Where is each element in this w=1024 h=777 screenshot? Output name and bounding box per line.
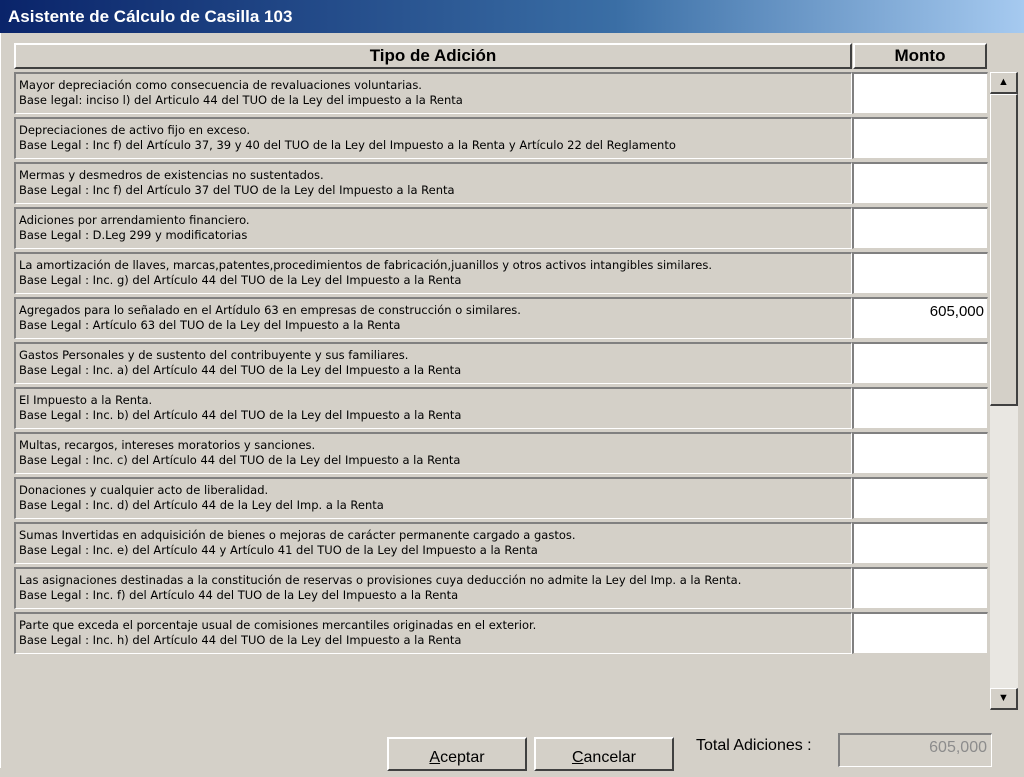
row-description xyxy=(14,522,852,564)
table-row xyxy=(14,567,988,610)
row-legal-basis: Base Legal : Inc f) del Artículo 37, 39 y 40 del TUO de la Ley del Impuesto a la Renta y Artículo 22 del Reglamento xyxy=(19,138,676,152)
row-description xyxy=(14,612,852,654)
table-row xyxy=(14,297,988,340)
row-description xyxy=(14,72,852,114)
monto-input[interactable] xyxy=(852,252,988,294)
row-description xyxy=(14,207,852,249)
row-title: El Impuesto a la Renta. xyxy=(19,393,153,407)
scroll-thumb[interactable] xyxy=(990,94,1018,406)
scroll-up-icon[interactable]: ▲ xyxy=(990,72,1018,94)
row-legal-basis: Base Legal : Artículo 63 del TUO de la Ley del Impuesto a la Renta xyxy=(19,318,401,332)
row-description xyxy=(14,477,852,519)
total-additions-label: Total Adiciones : xyxy=(696,737,812,754)
row-legal-basis: Base Legal : Inc. g) del Artículo 44 del TUO de la Ley del Impuesto a la Renta xyxy=(19,273,462,287)
column-header-monto: Monto xyxy=(853,43,987,69)
table-row xyxy=(14,387,988,430)
monto-input[interactable] xyxy=(852,207,988,249)
window-border xyxy=(0,33,6,768)
row-description xyxy=(14,387,852,429)
monto-input[interactable] xyxy=(852,432,988,474)
monto-input[interactable] xyxy=(852,162,988,204)
cancel-button[interactable]: Cancelar xyxy=(534,737,674,771)
monto-input[interactable] xyxy=(852,72,988,114)
row-legal-basis: Base Legal : Inc. h) del Artículo 44 del TUO de la Ley del Impuesto a la Renta xyxy=(19,633,462,647)
table-row xyxy=(14,207,988,250)
column-header-tipo: Tipo de Adición xyxy=(14,43,852,69)
row-description xyxy=(14,252,852,294)
row-legal-basis: Base Legal : Inc f) del Artículo 37 del TUO de la Ley del Impuesto a la Renta xyxy=(19,183,455,197)
table-row xyxy=(14,72,988,115)
row-title: Mermas y desmedros de existencias no sustentados. xyxy=(19,168,324,182)
table-row xyxy=(14,477,988,520)
monto-input[interactable] xyxy=(852,567,988,609)
row-description xyxy=(14,432,852,474)
row-description xyxy=(14,117,852,159)
monto-input[interactable] xyxy=(852,387,988,429)
row-legal-basis: Base Legal : Inc. a) del Artículo 44 del TUO de la Ley del Impuesto a la Renta xyxy=(19,363,462,377)
vertical-scrollbar[interactable] xyxy=(990,72,1018,710)
table-row xyxy=(14,432,988,475)
row-description xyxy=(14,567,852,609)
row-title: Depreciaciones de activo fijo en exceso. xyxy=(19,123,251,137)
row-title: Las asignaciones destinadas a la constitución de reservas o provisiones cuya deducción no admite la Ley del Imp. a la Renta. xyxy=(19,573,742,587)
table-row xyxy=(14,342,988,385)
row-legal-basis: Base Legal : Inc. c) del Artículo 44 del TUO de la Ley del Impuesto a la Renta xyxy=(19,453,461,467)
total-additions-field: 605,000 xyxy=(838,733,992,767)
accept-button[interactable]: Aceptar xyxy=(387,737,527,771)
scroll-down-icon[interactable]: ▼ xyxy=(990,688,1018,710)
row-description xyxy=(14,162,852,204)
row-description xyxy=(14,297,852,339)
table-row xyxy=(14,522,988,565)
row-title: Agregados para lo señalado en el Artídulo 63 en empresas de construcción o similares. xyxy=(19,303,521,317)
row-title: Parte que exceda el porcentaje usual de comisiones mercantiles originadas en el exterior. xyxy=(19,618,537,632)
monto-input[interactable] xyxy=(852,477,988,519)
monto-input[interactable]: 605,000 xyxy=(852,297,988,339)
table-row xyxy=(14,612,988,655)
monto-input[interactable] xyxy=(852,522,988,564)
row-legal-basis: Base Legal : Inc. f) del Artículo 44 del TUO de la Ley del Impuesto a la Renta xyxy=(19,588,459,602)
row-legal-basis: Base Legal : Inc. e) del Artículo 44 y Artículo 41 del TUO de la Ley del Impuesto a la Renta xyxy=(19,543,538,557)
row-title: Gastos Personales y de sustento del contribuyente y sus familiares. xyxy=(19,348,409,362)
additions-grid xyxy=(14,72,988,658)
window-title: Asistente de Cálculo de Casilla 103 xyxy=(0,0,1024,33)
row-legal-basis: Base Legal : D.Leg 299 y modificatorias xyxy=(19,228,248,242)
monto-input[interactable] xyxy=(852,117,988,159)
table-row xyxy=(14,252,988,295)
table-row xyxy=(14,162,988,205)
row-title: Multas, recargos, intereses moratorios y sanciones. xyxy=(19,438,316,452)
row-title: Sumas Invertidas en adquisición de bienes o mejoras de carácter permanente cargado a gastos. xyxy=(19,528,576,542)
row-title: La amortización de llaves, marcas,patentes,procedimientos de fabricación,juanillos y otros activos intangibles similares. xyxy=(19,258,713,272)
monto-input[interactable] xyxy=(852,612,988,654)
row-legal-basis: Base Legal : Inc. b) del Artículo 44 del TUO de la Ley del Impuesto a la Renta xyxy=(19,408,462,422)
row-legal-basis: Base Legal : Inc. d) del Artículo 44 de la Ley del Imp. a la Renta xyxy=(19,498,384,512)
table-row xyxy=(14,117,988,160)
row-title: Mayor depreciación como consecuencia de revaluaciones voluntarias. xyxy=(19,78,422,92)
row-title: Donaciones y cualquier acto de liberalidad. xyxy=(19,483,269,497)
row-title: Adiciones por arrendamiento financiero. xyxy=(19,213,250,227)
row-legal-basis: Base legal: inciso l) del Articulo 44 del TUO de la Ley del impuesto a la Renta xyxy=(19,93,463,107)
accept-button-label: ceptar xyxy=(440,749,485,766)
monto-input[interactable] xyxy=(852,342,988,384)
cancel-button-label: ancelar xyxy=(583,749,637,766)
row-description xyxy=(14,342,852,384)
